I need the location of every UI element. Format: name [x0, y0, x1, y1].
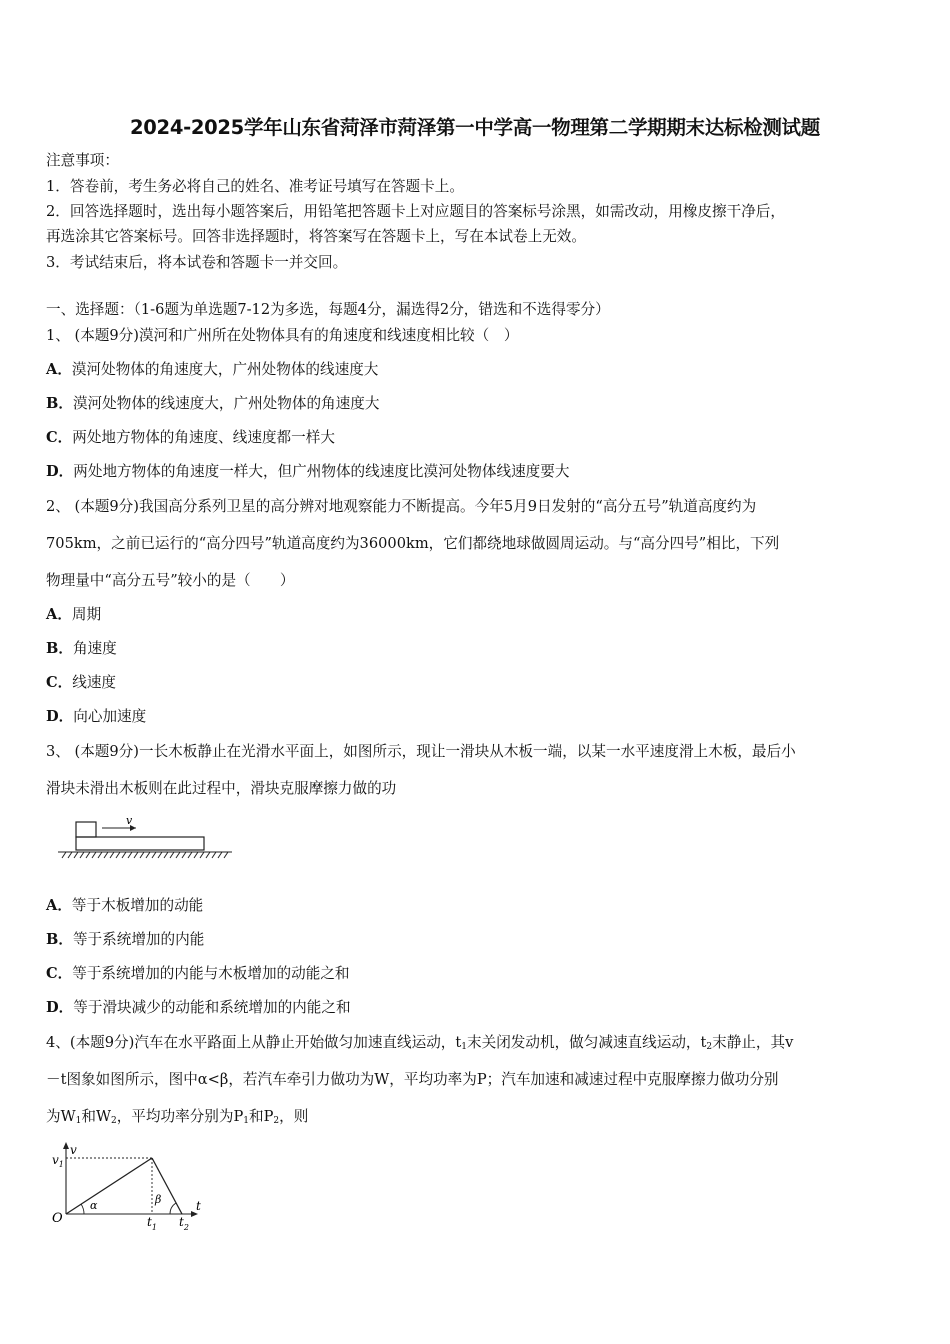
slider-block	[76, 822, 96, 837]
option-text: 漠河处物体的角速度大，广州处物体的线速度大	[71, 361, 379, 378]
board-slider-figure	[56, 812, 236, 860]
option-text: 等于滑块减少的动能和系统增加的内能之和	[73, 999, 351, 1016]
alpha-arc	[81, 1204, 84, 1214]
option-text: 向心加速度	[73, 708, 147, 725]
notice-heading: 注意事项：	[46, 152, 119, 169]
option-letter: D．	[46, 999, 74, 1016]
stem-text: ，平均功率分别为P	[116, 1108, 244, 1125]
v1-label: $v_1$	[52, 1153, 64, 1169]
stem-text: 4、(本题9分)汽车在水平路面上从静止开始做匀加速直线运动，t	[46, 1034, 462, 1051]
option-text: 等于木板增加的动能	[71, 897, 204, 914]
v-axis-arrowhead	[63, 1142, 69, 1149]
stem-text: 为W	[46, 1108, 76, 1125]
option-letter: A．	[46, 897, 72, 914]
subscript: 1	[243, 1116, 249, 1126]
subscript: 2	[273, 1116, 280, 1126]
option-letter: D．	[46, 708, 74, 725]
option-letter: D．	[46, 463, 74, 480]
stem-text: 末静止，其v	[712, 1034, 794, 1051]
stem-text: 和P	[249, 1108, 274, 1125]
hatch-marks	[62, 852, 228, 858]
beta-arc	[170, 1203, 176, 1214]
question-3-stem: 滑块未滑出木板则在此过程中，滑块克服摩擦力做的功	[46, 780, 397, 797]
subscript: 2	[110, 1116, 117, 1126]
question-4-stem	[46, 1107, 914, 1131]
notice-item: 2．回答选择题时，选出每小题答案后，用铅笔把答题卡上对应题目的答案标号涂黑，如需改动，用橡皮擦干净后，	[46, 203, 785, 220]
page-title: 2024-2025学年山东省菏泽市菏泽第一中学高一物理第二学期期末达标检测试题	[130, 116, 820, 139]
subscript: 1	[461, 1042, 467, 1052]
option-letter: A．	[46, 606, 72, 623]
alpha-label: α	[90, 1199, 98, 1212]
acceleration-line	[66, 1158, 152, 1214]
stem-text: 和W	[81, 1108, 111, 1125]
option-text: 角速度	[72, 640, 117, 657]
question-1-option-d	[46, 462, 914, 482]
notice-item: 3．考试结束后，将本试卷和答题卡一并交回。	[46, 254, 348, 271]
long-board	[76, 837, 204, 850]
question-2-option-a	[46, 605, 914, 625]
v-axis-label: v	[70, 1143, 77, 1157]
question-3-option-a	[46, 896, 914, 916]
option-text: 周期	[71, 606, 102, 623]
option-text: 两处地方物体的角速度、线速度都一样大	[72, 429, 335, 446]
stem-text: ，则	[279, 1108, 309, 1125]
option-text: 等于系统增加的内能与木板增加的动能之和	[72, 965, 350, 982]
ground-hatching	[58, 852, 232, 858]
question-2-stem: 物理量中“高分五号”较小的是（ ）	[46, 572, 295, 589]
question-2-stem: 2、 (本题9分)我国高分系列卫星的高分辨对地观察能力不断提高。今年5月9日发射的“高分五号”轨道高度约为	[46, 498, 757, 515]
option-letter: C．	[46, 674, 73, 691]
question-1-stem: 1、 (本题9分)漠河和广州所在处物体具有的角速度和线速度相比较（ ）	[46, 327, 519, 344]
option-text: 两处地方物体的角速度一样大，但广州物体的线速度比漠河处物体线速度要大	[73, 463, 570, 480]
question-4-stem: －t图象如图所示，图中α<β，若汽车牵引力做功为W，平均功率为P；汽车加速和减速过程中克服摩擦力做功分别	[46, 1071, 779, 1088]
question-1-option-c	[46, 428, 914, 448]
subscript: 2	[706, 1042, 713, 1052]
stem-text: 末关闭发动机，做匀减速直线运动，t	[467, 1034, 707, 1051]
question-3-option-d	[46, 998, 914, 1018]
origin-label: O	[52, 1211, 63, 1226]
question-1-option-b	[46, 394, 914, 414]
option-letter: B．	[46, 931, 73, 948]
option-letter: C．	[46, 965, 73, 982]
subscript: 1	[75, 1116, 82, 1126]
notice-item: 1．答卷前，考生务必将自己的姓名、准考证号填写在答题卡上。	[46, 178, 464, 195]
section-heading: 一、选择题：（1-6题为单选题7-12为多选，每题4分，漏选得2分，错选和不选得零分）	[46, 301, 610, 318]
beta-label: β	[155, 1193, 162, 1206]
t1-label: $t_1$	[147, 1215, 157, 1232]
question-3-option-b	[46, 930, 914, 950]
option-letter: B．	[46, 395, 73, 412]
option-text: 线速度	[72, 674, 117, 691]
vt-graph-figure	[44, 1140, 214, 1235]
question-1-option-a	[46, 360, 914, 380]
option-letter: C．	[46, 429, 73, 446]
question-2-option-d	[46, 707, 914, 727]
option-text: 漠河处物体的线速度大，广州处物体的角速度大	[72, 395, 380, 412]
option-text: 等于系统增加的内能	[72, 931, 205, 948]
notice-item: 再选涂其它答案标号。回答非选择题时，将答案写在答题卡上，写在本试卷上无效。	[46, 228, 586, 245]
question-3-option-c	[46, 964, 914, 984]
t-axis-label: t	[196, 1199, 201, 1213]
question-4-stem	[46, 1033, 914, 1057]
question-2-stem: 705km，之前已运行的“高分四号”轨道高度约为36000km，它们都绕地球做圆周运动。与“高分四号”相比，下列	[46, 535, 780, 552]
option-letter: A．	[46, 361, 72, 378]
option-letter: B．	[46, 640, 73, 657]
velocity-label: v	[126, 814, 133, 827]
question-2-option-b	[46, 639, 914, 659]
question-2-option-c	[46, 673, 914, 693]
t2-label: $t_2$	[179, 1215, 189, 1232]
question-3-stem: 3、 (本题9分)一长木板静止在光滑水平面上，如图所示，现让一滑块从木板一端，以某一水平速度滑上木板，最后小	[46, 743, 796, 760]
